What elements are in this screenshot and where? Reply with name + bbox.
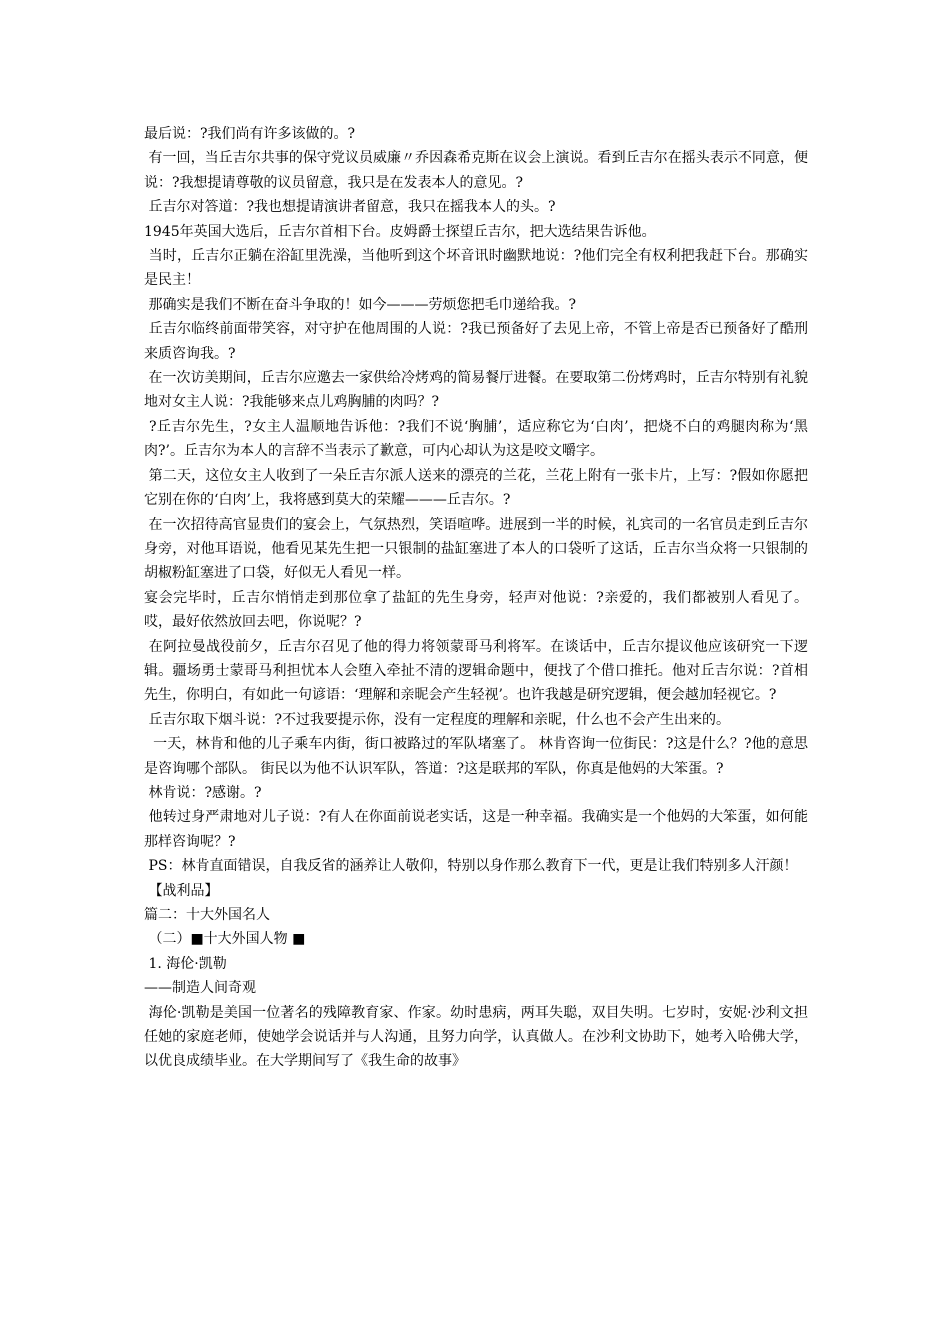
paragraph: 那确实是我们不断在奋斗争取的！如今———劳烦您把毛巾递给我。?: [144, 296, 576, 313]
paragraph: 在阿拉曼战役前夕，丘吉尔召见了他的得力将领蒙哥马利将军。在谈话中，丘吉尔提议他应该研究一下逻辑。疆场勇士蒙哥马利担忧本人会堕入牵扯不清的逻辑命题中，便找了个借口推托。他对丘吉尔说：?首相先生，你明白，有如此一句谚语：‘理解和亲昵会产生轻视’。也许我越是研究逻辑，便会越加轻视它。?: [144, 638, 809, 704]
paragraph: 丘吉尔取下烟斗说：?不过我要提示你，没有一定程度的理解和亲昵，什么也不会产生出来的。: [144, 711, 730, 728]
item-heading: 1. 海伦·凯勒: [144, 955, 227, 972]
paragraph: 一天，林肯和他的儿子乘车内街，街口被路过的军队堵塞了。 林肯咨询一位街民：?这是什么？?他的意思是咨询哪个部队。 街民以为他不认识军队，答道：?这是联邦的军队，你真是他妈的大笨蛋。?: [144, 736, 808, 777]
document-body: [144, 122, 808, 1074]
paragraph: 当时，丘吉尔正躺在浴缸里洗澡，当他听到这个坏音讯时幽默地说：?他们完全有权利把我赶下台。那确实是民主！: [144, 248, 808, 289]
paragraph: 第二天，这位女主人收到了一朵丘吉尔派人送来的漂亮的兰花，兰花上附有一张卡片，上写：?假如你愿把它别在你的‘白肉’上，我将感到莫大的荣耀———丘吉尔。?: [144, 467, 808, 509]
paragraph: 在一次招待高官显贵们的宴会上，气氛热烈，笑语喧哗。进展到一半的时候，礼宾司的一名官员走到丘吉尔身旁，对他耳语说，他看见某先生把一只银制的盐缸塞进了本人的口袋听了这话，丘吉尔当众将一只银制的胡椒粉缸塞进了口袋，好似无人看见一样。: [144, 516, 808, 582]
item-subtitle: ——制造人间奇观: [144, 980, 256, 997]
paragraph: 他转过身严肃地对儿子说：?有人在你面前说老实话，这是一种幸福。我确实是一个他妈的大笨蛋，如何能那样咨询呢？?: [144, 809, 808, 850]
paragraph: 有一回，当丘吉尔共事的保守党议员威廉〃乔因森希克斯在议会上演说。看到丘吉尔在摇头表示不同意，便说：?我想提请尊敬的议员留意，我只是在发表本人的意见。?: [144, 150, 808, 191]
chapter-heading: 篇二：十大外国名人: [144, 907, 270, 923]
paragraph: 丘吉尔对答道：?我也想提请演讲者留意，我只在摇我本人的头。?: [144, 199, 556, 216]
section-heading: （二）■十大外国人物 ■: [144, 931, 306, 948]
paragraph: 在一次访美期间，丘吉尔应邀去一家供给冷烤鸡的简易餐厅进餐。在要取第二份烤鸡时，丘吉尔特别有礼貌地对女主人说：?我能够来点儿鸡胸脯的肉吗？?: [144, 370, 808, 411]
section-label: 【战利品】: [144, 882, 219, 899]
paragraph: 丘吉尔临终前面带笑容，对守护在他周围的人说：?我已预备好了去见上帝，不管上帝是否已预备好了酷刑来质咨询我。?: [144, 321, 808, 362]
paragraph: 1945年英国大选后，丘吉尔首相下台。皮姆爵士探望丘吉尔，把大选结果告诉他。: [144, 223, 656, 240]
paragraph: 林肯说：?感谢。?: [144, 784, 262, 801]
paragraph: 最后说：?我们尚有许多该做的。?: [144, 126, 356, 142]
paragraph: PS：林肯直面错误，自我反省的涵养让人敬仰，特别以身作那么教育下一代，更是让我们特别多人汗颜！: [144, 858, 798, 875]
paragraph: 海伦·凯勒是美国一位著名的残障教育家、作家。幼时患病，两耳失聪，双目失明。七岁时，安妮·沙利文担任她的家庭老师，使她学会说话并与人沟通，且努力向学，认真做人。在沙利文协助下，她考入哈佛大学，以优良成绩毕业。在大学期间写了《我生命的故事》: [144, 1004, 808, 1070]
paragraph: ?丘吉尔先生，?女主人温顺地告诉他：?我们不说‘胸脯’，适应称它为‘白肉’，把烧不白的鸡腿肉称为‘黑肉?’。丘吉尔为本人的言辞不当表示了歉意，可内心却认为这是咬文嚼字。: [144, 418, 808, 460]
paragraph: 宴会完毕时，丘吉尔悄悄走到那位拿了盐缸的先生身旁，轻声对他说：?亲爱的，我们都被别人看见了。哎，最好依然放回去吧，你说呢？?: [144, 589, 808, 631]
